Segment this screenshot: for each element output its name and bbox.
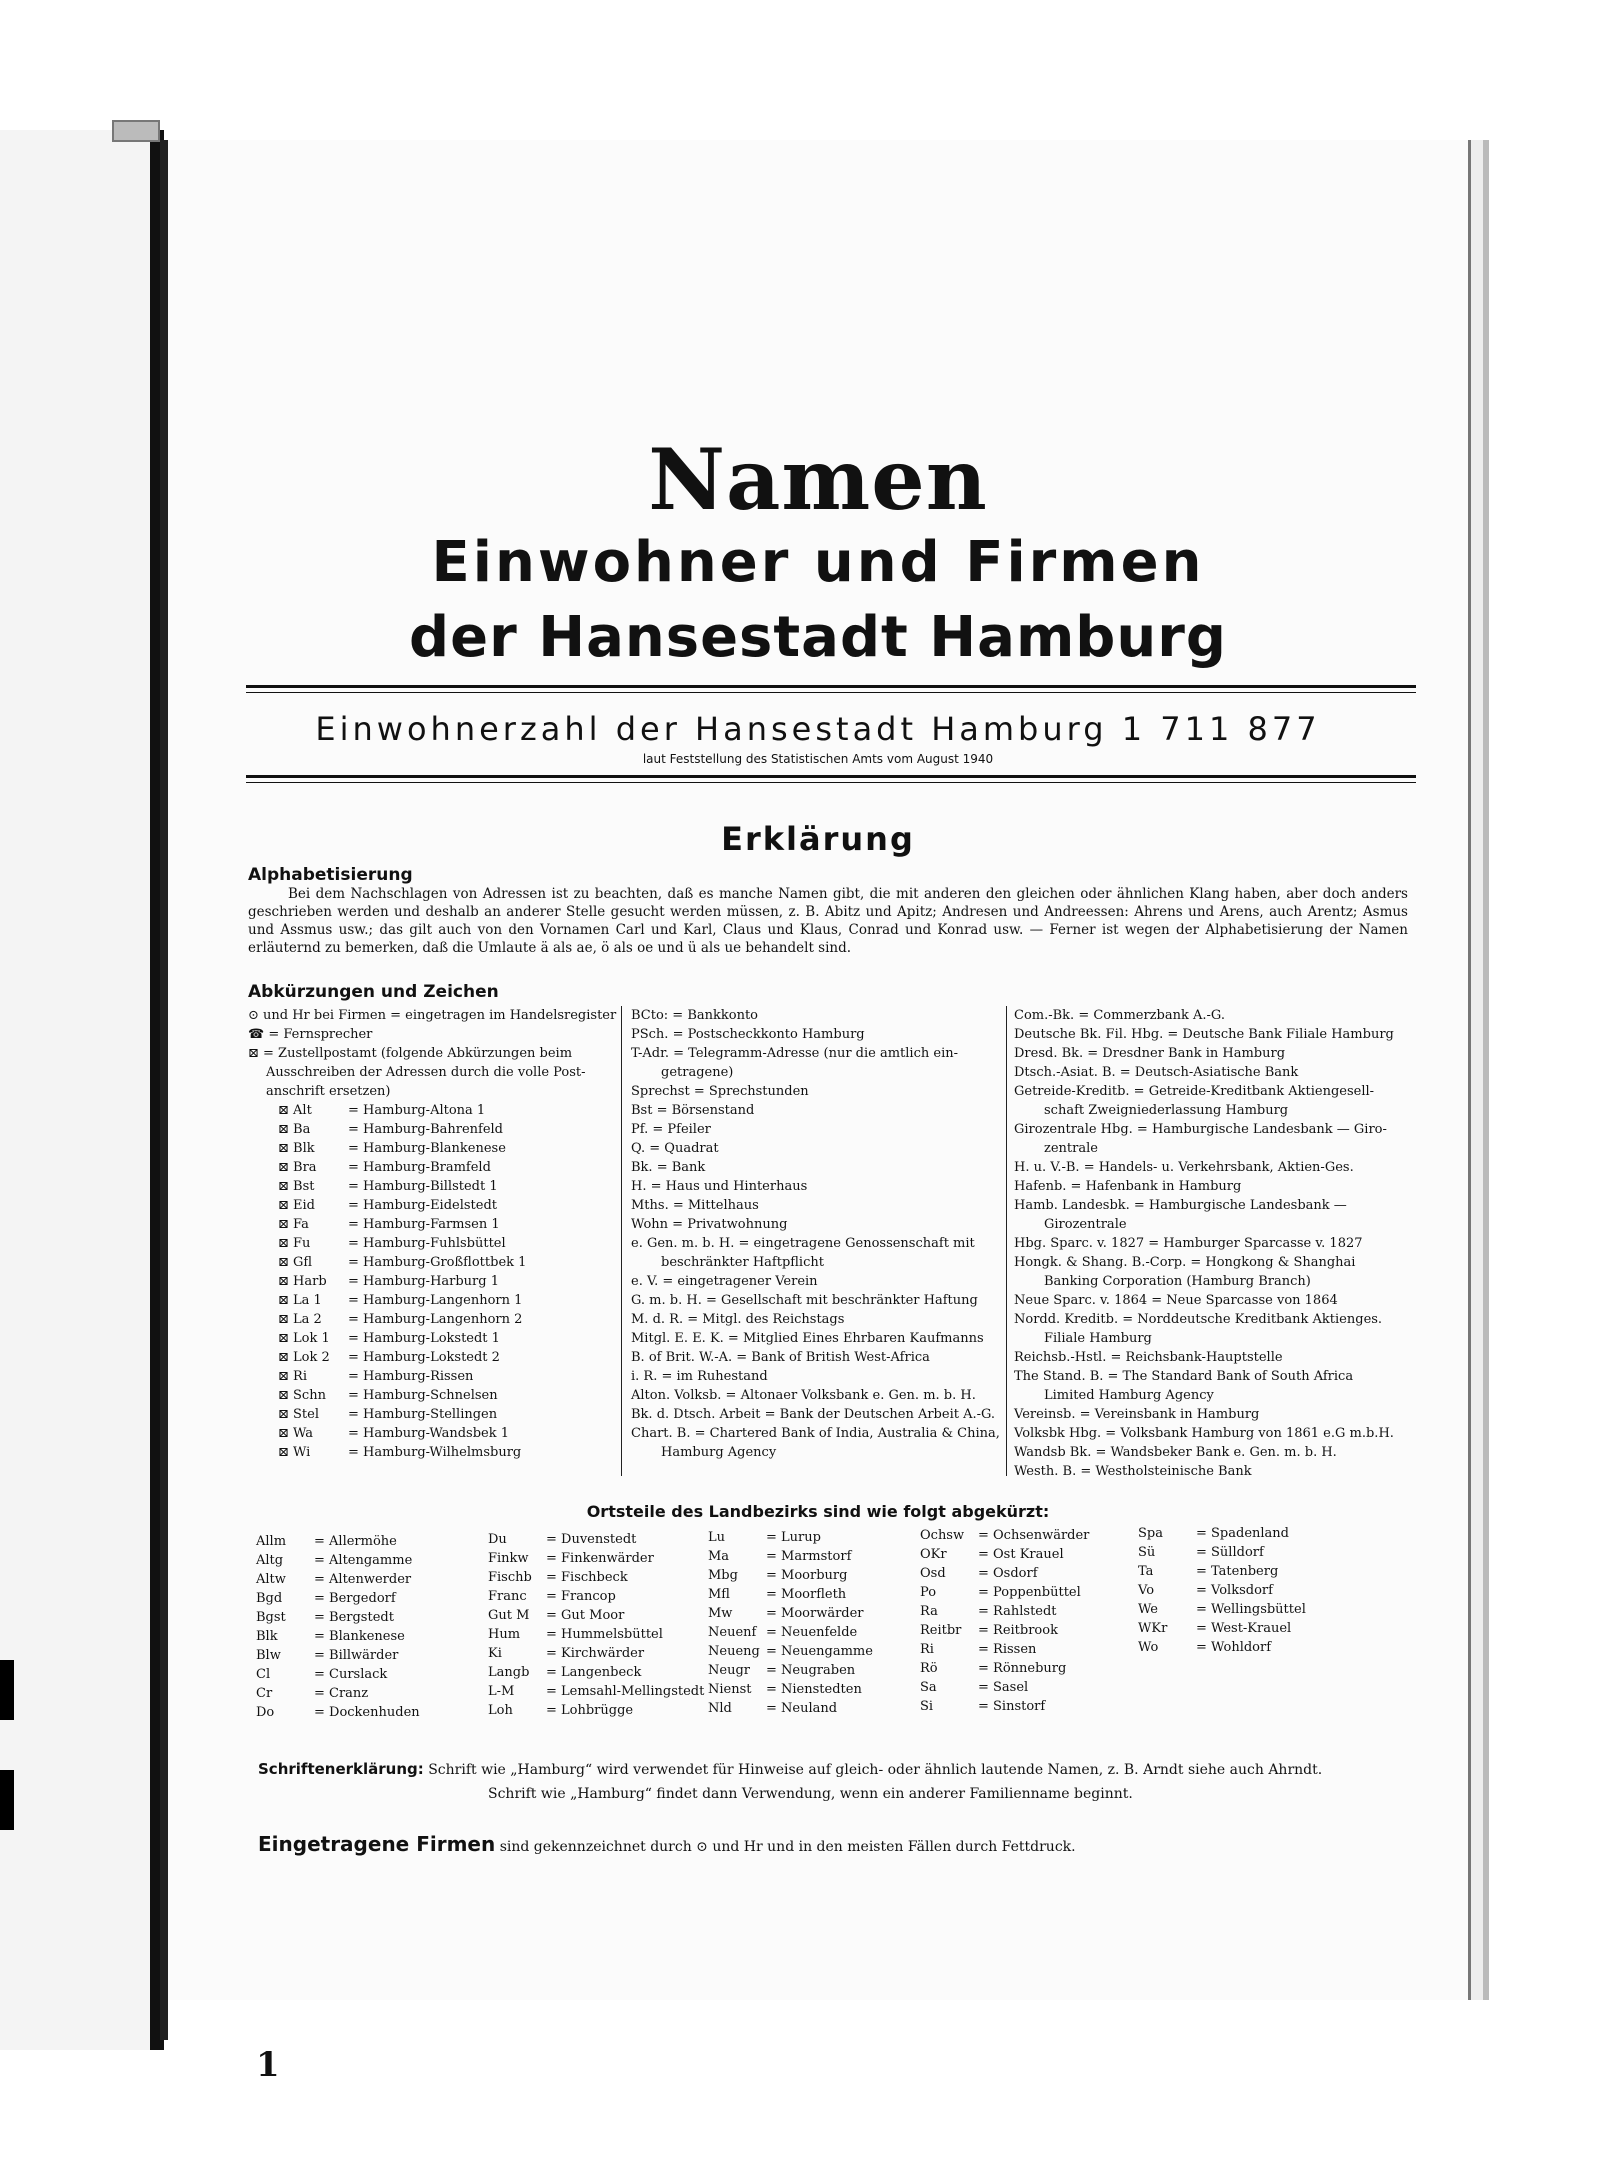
book-spine (160, 140, 168, 2040)
ortsteil-name: = Tatenberg (1196, 1564, 1279, 1579)
ortsteil-abbr: Bgst (256, 1610, 286, 1625)
postal-row (248, 1196, 613, 1215)
ortsteil-name: = Francop (546, 1589, 616, 1604)
abbr-line: Bk. d. Dtsch. Arbeit = Bank der Deutschen Arbeit A.-G. (631, 1407, 996, 1422)
abbr-line: i. R. = im Ruhestand (631, 1369, 768, 1384)
ortsteil-row (920, 1583, 1089, 1602)
ortsteil-abbr: L-M (488, 1684, 515, 1699)
ortsteil-row (920, 1678, 1089, 1697)
postal-name: = Hamburg-Lokstedt 2 (348, 1350, 500, 1365)
schrift-row-1 (258, 1760, 1322, 1778)
binding-clip (112, 120, 160, 142)
postal-row (248, 1329, 613, 1348)
abbr-line: Com.-Bk. = Commerzbank A.-G. (1014, 1008, 1225, 1023)
column-divider (1006, 1006, 1007, 1476)
abbr-line: B. of Brit. W.-A. = Bank of British West-Africa (631, 1350, 930, 1365)
index-tab (0, 1770, 14, 1830)
ortsteil-name: = Altengamme (314, 1553, 413, 1568)
postal-name: = Hamburg-Harburg 1 (348, 1274, 499, 1289)
ortsteil-name: = Gut Moor (546, 1608, 625, 1623)
ortsteil-abbr: Mbg (708, 1568, 738, 1583)
ortsteil-name: = Reitbrook (978, 1623, 1058, 1638)
ortsteil-row (708, 1642, 873, 1661)
ortsteil-abbr: Bgd (256, 1591, 283, 1606)
abbr-line: Neue Sparc. v. 1864 = Neue Sparcasse von 1864 (1014, 1293, 1338, 1308)
postal-abbr: ⊠ Wi (278, 1445, 311, 1460)
postal-row (248, 1158, 613, 1177)
ortsteil-abbr: Ta (1138, 1564, 1154, 1579)
ortsteil-row (1138, 1638, 1306, 1657)
schrift-line-1: Schrift wie „Hamburg“ wird verwendet für Hinweise auf gleich- oder ähnlich lautende Namen, z. B. Arndt siehe auch Ahrndt. (428, 1762, 1323, 1778)
abbr-line: Sprechst = Sprechstunden (631, 1084, 809, 1099)
ortsteil-name: = Neuenfelde (766, 1625, 858, 1640)
ortsteil-row (488, 1530, 704, 1549)
abbr-line: ☎ = Fernsprecher (248, 1027, 373, 1042)
ortsteil-abbr: Vo (1138, 1583, 1155, 1598)
ortsteil-abbr: Sü (1138, 1545, 1156, 1560)
postal-name: = Hamburg-Blankenese (348, 1141, 506, 1156)
abbr-line: Hbg. Sparc. v. 1827 = Hamburger Sparcasse v. 1827 (1014, 1236, 1363, 1251)
abbr-line: e. Gen. m. b. H. = eingetragene Genossenschaft mit (631, 1236, 975, 1251)
ortsteil-row (920, 1545, 1089, 1564)
postal-row (248, 1405, 613, 1424)
facing-page (0, 130, 164, 2050)
ortsteil-row (256, 1703, 420, 1722)
ortsteil-abbr: Nld (708, 1701, 732, 1716)
ortsteil-row (920, 1659, 1089, 1678)
ortsteil-name: = Blankenese (314, 1629, 405, 1644)
index-tab (0, 1660, 14, 1720)
ortsteil-row (920, 1640, 1089, 1659)
ortsteil-row (708, 1661, 873, 1680)
abbr-line: Q. = Quadrat (631, 1141, 719, 1156)
ortsteil-abbr: Hum (488, 1627, 521, 1642)
abbr-line: Alton. Volksb. = Altonaer Volksbank e. Gen. m. b. H. (631, 1388, 976, 1403)
ortsteil-abbr: Langb (488, 1665, 530, 1680)
ortsteil-abbr: Neueng (708, 1644, 760, 1659)
ortsteil-name: = Duvenstedt (546, 1532, 637, 1547)
postal-abbr: ⊠ Stel (278, 1407, 320, 1422)
ortsteil-name: = Sülldorf (1196, 1545, 1264, 1560)
ortsteil-name: = Marmstorf (766, 1549, 852, 1564)
abbr-line: zentrale (1044, 1141, 1098, 1156)
postal-abbr: ⊠ Lok 2 (278, 1350, 330, 1365)
ortsteil-name: = Curslack (314, 1667, 388, 1682)
abbr-line: beschränkter Haftpflicht (661, 1255, 824, 1270)
column-divider (621, 1006, 622, 1476)
postal-name: = Hamburg-Langenhorn 2 (348, 1312, 523, 1327)
abbr-heading: Abkürzungen und Zeichen (248, 982, 499, 1002)
ortsteil-row (1138, 1600, 1306, 1619)
abbr-column-3 (1014, 1006, 1414, 1481)
bottom-rule (246, 775, 1416, 783)
abbr-line: Dresd. Bk. = Dresdner Bank in Hamburg (1014, 1046, 1286, 1061)
abbr-line: Westh. B. = Westholsteinische Bank (1014, 1464, 1252, 1479)
page-subtitle-1: Einwohner und Firmen (431, 530, 1205, 595)
ortsteil-abbr: Du (488, 1532, 507, 1547)
ortsteil-name: = Finkenwärder (546, 1551, 654, 1566)
ortsteil-abbr: Neugr (708, 1663, 750, 1678)
ortsteil-abbr: Ki (488, 1646, 502, 1661)
postal-name: = Hamburg-Farmsen 1 (348, 1217, 500, 1232)
ortsteil-name: = Bergedorf (314, 1591, 396, 1606)
ortsteil-name: = Dockenhuden (314, 1705, 420, 1720)
abbr-line: schaft Zweigniederlassung Hamburg (1044, 1103, 1289, 1118)
postal-abbr: ⊠ Schn (278, 1388, 326, 1403)
postal-row (248, 1272, 613, 1291)
ortsteil-name: = Wellingsbüttel (1196, 1602, 1306, 1617)
postal-row (248, 1234, 613, 1253)
ortsteil-abbr: Ra (920, 1604, 938, 1619)
abbr-line: BCto: = Bankkonto (631, 1008, 759, 1023)
ortsteil-abbr: Ma (708, 1549, 730, 1564)
ortsteil-name: = Moorwärder (766, 1606, 864, 1621)
postal-abbr: ⊠ La 1 (278, 1293, 322, 1308)
ortsteile-column (920, 1526, 1089, 1716)
ortsteil-name: = Moorburg (766, 1568, 848, 1583)
abbr-column-2 (631, 1006, 1001, 1462)
ortsteil-row (708, 1528, 873, 1547)
ortsteil-abbr: Cl (256, 1667, 271, 1682)
postal-abbr: ⊠ Harb (278, 1274, 327, 1289)
ortsteil-row (488, 1663, 704, 1682)
ortsteil-row (488, 1701, 704, 1720)
postal-name: = Hamburg-Altona 1 (348, 1103, 486, 1118)
ortsteil-abbr: Franc (488, 1589, 527, 1604)
ortsteil-row (1138, 1581, 1306, 1600)
abbr-line: PSch. = Postscheckkonto Hamburg (631, 1027, 865, 1042)
ortsteil-row (256, 1627, 420, 1646)
ortsteil-row (920, 1621, 1089, 1640)
postal-abbr: ⊠ Alt (278, 1103, 312, 1118)
ortsteile-column (488, 1530, 704, 1720)
ortsteile-column (256, 1532, 420, 1722)
postal-name: = Hamburg-Langenhorn 1 (348, 1293, 523, 1308)
postal-row (248, 1348, 613, 1367)
ortsteil-abbr: Cr (256, 1686, 273, 1701)
ortsteil-abbr: Rö (920, 1661, 938, 1676)
ortsteil-abbr: Reitbr (920, 1623, 962, 1638)
abbr-line: Ausschreiben der Adressen durch die volle Post- (266, 1065, 586, 1080)
ortsteil-abbr: Gut M (488, 1608, 530, 1623)
ortsteil-name: = Lohbrügge (546, 1703, 634, 1718)
postal-abbr: ⊠ Lok 1 (278, 1331, 330, 1346)
ortsteil-row (708, 1566, 873, 1585)
ortsteil-abbr: Altw (256, 1572, 286, 1587)
ortsteil-row (920, 1697, 1089, 1716)
postal-name: = Hamburg-Eidelstedt (348, 1198, 498, 1213)
abbr-line: Getreide-Kreditb. = Getreide-Kreditbank Aktiengesell- (1014, 1084, 1375, 1099)
postal-abbr: ⊠ Blk (278, 1141, 315, 1156)
abbr-line: Nordd. Kreditb. = Norddeutsche Kreditbank Aktienges. (1014, 1312, 1383, 1327)
population-note: laut Feststellung des Statistischen Amts vom August 1940 (642, 752, 994, 766)
ortsteil-row (488, 1644, 704, 1663)
ortsteil-row (920, 1602, 1089, 1621)
abbr-line: Hongk. & Shang. B.-Corp. = Hongkong & Shanghai (1014, 1255, 1356, 1270)
ortsteil-name: = Ochsenwärder (978, 1528, 1090, 1543)
postal-row (248, 1386, 613, 1405)
postal-name: = Hamburg-Großflottbek 1 (348, 1255, 527, 1270)
abbr-line: Reichsb.-Hstl. = Reichsbank-Hauptstelle (1014, 1350, 1283, 1365)
abbr-line: e. V. = eingetragener Verein (631, 1274, 818, 1289)
ortsteil-abbr: Neuenf (708, 1625, 757, 1640)
ortsteil-name: = Kirchwärder (546, 1646, 645, 1661)
ortsteil-name: = Neuengamme (766, 1644, 873, 1659)
postal-row (248, 1177, 613, 1196)
ortsteil-abbr: Blk (256, 1629, 278, 1644)
ortsteil-name: = Fischbeck (546, 1570, 628, 1585)
abbr-line: The Stand. B. = The Standard Bank of South Africa (1014, 1369, 1354, 1384)
abbr-line: Vereinsb. = Vereinsbank in Hamburg (1014, 1407, 1260, 1422)
abbr-line: Girozentrale Hbg. = Hamburgische Landesbank — Giro- (1014, 1122, 1387, 1137)
ortsteil-abbr: OKr (920, 1547, 947, 1562)
postal-name: = Hamburg-Billstedt 1 (348, 1179, 498, 1194)
ortsteil-row (920, 1564, 1089, 1583)
postal-row (248, 1101, 613, 1120)
postal-abbr: ⊠ Eid (278, 1198, 315, 1213)
ortsteil-row (488, 1568, 704, 1587)
abbr-line: M. d. R. = Mitgl. des Reichstags (631, 1312, 845, 1327)
ortsteil-row (488, 1606, 704, 1625)
ortsteil-abbr: Nienst (708, 1682, 752, 1697)
ortsteile-column (1138, 1524, 1306, 1657)
document-page (168, 140, 1471, 2085)
ortsteil-name: = Sinstorf (978, 1699, 1046, 1714)
ortsteil-row (256, 1665, 420, 1684)
ortsteil-abbr: Blw (256, 1648, 281, 1663)
ortsteil-row (708, 1699, 873, 1718)
ortsteil-name: = Ost Krauel (978, 1547, 1064, 1562)
ortsteil-name: = Hummelsbüttel (546, 1627, 663, 1642)
schrift-line-2: Schrift wie „Hamburg“ findet dann Verwendung, wenn ein anderer Familienname beginnt. (488, 1786, 1133, 1802)
ortsteile-heading: Ortsteile des Landbezirks sind wie folgt abgekürzt: (586, 1502, 1050, 1521)
postal-row (248, 1253, 613, 1272)
ortsteil-abbr: Do (256, 1705, 275, 1720)
postal-abbr: ⊠ Bra (278, 1160, 317, 1175)
ortsteil-abbr: Loh (488, 1703, 513, 1718)
ortsteil-abbr: Mfl (708, 1587, 730, 1602)
postal-name: = Hamburg-Stellingen (348, 1407, 498, 1422)
postal-abbr: ⊠ Wa (278, 1426, 314, 1441)
ortsteil-row (708, 1680, 873, 1699)
abbr-line: getragene) (661, 1065, 734, 1080)
postal-name: = Hamburg-Schnelsen (348, 1388, 498, 1403)
postal-abbr: ⊠ Gfl (278, 1255, 313, 1270)
postal-abbr: ⊠ Fa (278, 1217, 309, 1232)
abbr-line: ⊙ und Hr bei Firmen = eingetragen im Handelsregister (248, 1008, 617, 1023)
abbr-line: Pf. = Pfeiler (631, 1122, 711, 1137)
abbr-line: Dtsch.-Asiat. B. = Deutsch-Asiatische Bank (1014, 1065, 1299, 1080)
postal-abbr: ⊠ Fu (278, 1236, 311, 1251)
postal-row (248, 1367, 613, 1386)
abbr-line: Bst = Börsenstand (631, 1103, 755, 1118)
top-rule (246, 685, 1416, 693)
ortsteil-abbr: Wo (1138, 1640, 1159, 1655)
postal-row (248, 1310, 613, 1329)
population-line: Einwohnerzahl der Hansestadt Hamburg 1 711 877 (315, 710, 1321, 748)
ortsteil-abbr: WKr (1138, 1621, 1168, 1636)
postal-abbr: ⊠ La 2 (278, 1312, 322, 1327)
abbr-line: Wandsb Bk. = Wandsbeker Bank e. Gen. m. b. H. (1014, 1445, 1337, 1460)
ortsteil-name: = Neuland (766, 1701, 838, 1716)
abbr-line: Chart. B. = Chartered Bank of India, Australia & China, (631, 1426, 1000, 1441)
firmen-row (258, 1832, 1076, 1856)
ortsteil-name: = Moorfleth (766, 1587, 847, 1602)
ortsteil-abbr: Osd (920, 1566, 946, 1581)
ortsteil-row (256, 1551, 420, 1570)
postal-name: = Hamburg-Wilhelmsburg (348, 1445, 522, 1460)
ortsteil-name: = West-Krauel (1196, 1621, 1292, 1636)
abbr-line: Deutsche Bk. Fil. Hbg. = Deutsche Bank Filiale Hamburg (1014, 1027, 1394, 1042)
ortsteil-name: = Sasel (978, 1680, 1029, 1695)
ortsteil-name: = Rissen (978, 1642, 1037, 1657)
ortsteil-row (1138, 1543, 1306, 1562)
alpha-heading: Alphabetisierung (248, 865, 413, 885)
ortsteil-row (708, 1623, 873, 1642)
postal-abbr: ⊠ Bst (278, 1179, 315, 1194)
ortsteil-abbr: Mw (708, 1606, 733, 1621)
ortsteil-row (256, 1646, 420, 1665)
page-subtitle-2: der Hansestadt Hamburg (409, 605, 1227, 670)
ortsteil-name: = Wohldorf (1196, 1640, 1272, 1655)
postal-abbr: ⊠ Ba (278, 1122, 311, 1137)
ortsteil-row (256, 1608, 420, 1627)
abbr-line: H. = Haus und Hinterhaus (631, 1179, 808, 1194)
ortsteil-abbr: Fischb (488, 1570, 532, 1585)
abbr-line: Mths. = Mittelhaus (631, 1198, 759, 1213)
ortsteil-row (256, 1684, 420, 1703)
page-title: Namen (648, 430, 988, 529)
ortsteil-row (488, 1587, 704, 1606)
schrift-label: Schriftenerklärung: (258, 1760, 424, 1778)
ortsteil-row (920, 1526, 1089, 1545)
ortsteil-name: = Altenwerder (314, 1572, 412, 1587)
ortsteil-abbr: Allm (256, 1534, 287, 1549)
postal-row (248, 1215, 613, 1234)
ortsteil-name: = Langenbeck (546, 1665, 642, 1680)
ortsteil-name: = Lurup (766, 1530, 821, 1545)
ortsteil-abbr: Ri (920, 1642, 934, 1657)
ortsteil-abbr: Sa (920, 1680, 937, 1695)
abbr-line: Girozentrale (1044, 1217, 1127, 1232)
postal-row (248, 1291, 613, 1310)
ortsteil-abbr: Si (920, 1699, 934, 1714)
abbr-line: Volksbk Hbg. = Volksbank Hamburg von 1861 e.G m.b.H. (1014, 1426, 1394, 1441)
explanation-title: Erklärung (721, 820, 915, 858)
ortsteil-row (256, 1570, 420, 1589)
abbr-line: G. m. b. H. = Gesellschaft mit beschränkter Haftung (631, 1293, 978, 1308)
firmen-text: sind gekennzeichnet durch ⊙ und Hr und in den meisten Fällen durch Fettdruck. (499, 1839, 1076, 1855)
ortsteil-row (488, 1549, 704, 1568)
postal-name: = Hamburg-Lokstedt 1 (348, 1331, 500, 1346)
ortsteil-name: = Cranz (314, 1686, 369, 1701)
ortsteil-row (256, 1532, 420, 1551)
postal-row (248, 1139, 613, 1158)
ortsteil-name: = Spadenland (1196, 1526, 1289, 1541)
postal-name: = Hamburg-Bahrenfeld (348, 1122, 504, 1137)
abbr-line: ⊠ = Zustellpostamt (folgende Abkürzungen beim (248, 1046, 573, 1061)
ortsteil-abbr: Ochsw (920, 1528, 965, 1543)
abbr-line: Bk. = Bank (631, 1160, 706, 1175)
abbr-line: anschrift ersetzen) (266, 1084, 391, 1099)
ortsteil-name: = Allermöhe (314, 1534, 397, 1549)
ortsteil-name: = Billwärder (314, 1648, 399, 1663)
abbr-line: Filiale Hamburg (1044, 1331, 1152, 1346)
ortsteil-row (708, 1547, 873, 1566)
postal-row (248, 1424, 613, 1443)
abbr-line: T-Adr. = Telegramm-Adresse (nur die amtlich ein- (631, 1046, 958, 1061)
abbr-column-1 (248, 1006, 617, 1462)
postal-name: = Hamburg-Bramfeld (348, 1160, 491, 1175)
postal-row (248, 1120, 613, 1139)
abbr-line: Wohn = Privatwohnung (631, 1217, 788, 1232)
ortsteil-abbr: Lu (708, 1530, 726, 1545)
ortsteil-name: = Poppenbüttel (978, 1585, 1081, 1600)
ortsteil-abbr: Po (920, 1585, 937, 1600)
ortsteil-name: = Bergstedt (314, 1610, 394, 1625)
abbr-line: H. u. V.-B. = Handels- u. Verkehrsbank, Aktien-Ges. (1014, 1160, 1354, 1175)
ortsteil-name: = Neugraben (766, 1663, 856, 1678)
postal-name: = Hamburg-Rissen (348, 1369, 474, 1384)
ortsteil-name: = Volksdorf (1196, 1583, 1273, 1598)
ortsteil-name: = Lemsahl-Mellingstedt (546, 1684, 705, 1699)
ortsteil-row (1138, 1619, 1306, 1638)
postal-name: = Hamburg-Fuhlsbüttel (348, 1236, 506, 1251)
abbr-line: Mitgl. E. E. K. = Mitglied Eines Ehrbaren Kaufmanns (631, 1331, 984, 1346)
ortsteil-row (708, 1585, 873, 1604)
abbr-line: Hafenb. = Hafenbank in Hamburg (1014, 1179, 1242, 1194)
ortsteil-abbr: We (1138, 1602, 1158, 1617)
ortsteil-row (1138, 1524, 1306, 1543)
ortsteil-name: = Rahlstedt (978, 1604, 1057, 1619)
ortsteil-row (708, 1604, 873, 1623)
ortsteil-abbr: Altg (256, 1553, 284, 1568)
abbr-line: Hamb. Landesbk. = Hamburgische Landesbank — (1014, 1198, 1347, 1213)
postal-abbr: ⊠ Ri (278, 1369, 307, 1384)
ortsteil-row (256, 1589, 420, 1608)
firmen-label: Eingetragene Firmen (258, 1832, 496, 1856)
ortsteil-name: = Osdorf (978, 1566, 1038, 1581)
ortsteil-name: = Rönneburg (978, 1661, 1067, 1676)
alpha-text: Bei dem Nachschlagen von Adressen ist zu beachten, daß es manche Namen gibt, die mit anderen den gleichen oder ähnlichen Klang haben, aber doch anders geschrieben werden und deshalb an anderer Stelle gesucht werden müssen, z. B. Abitz und Apitz; Andresen und Andreessen: Ahrens und Arens, auch Arentz; Asmus und Assmus usw.; das gilt auch von den Vornamen Carl und Karl, Claus und Klaus, Conrad und Konrad usw. — Ferner ist wegen der Alphabetisierung der Namen erläuternd zu bemerken, daß die Umlaute ä als ae, ö als oe und ü als ue behandelt sind. (248, 886, 1408, 956)
ortsteile-column (708, 1528, 873, 1718)
abbr-line: Limited Hamburg Agency (1044, 1388, 1214, 1403)
ortsteil-abbr: Spa (1138, 1526, 1163, 1541)
ortsteil-abbr: Finkw (488, 1551, 529, 1566)
page-number: 1 (256, 2045, 280, 2085)
abbr-line: Hamburg Agency (661, 1445, 777, 1460)
abbr-line: Banking Corporation (Hamburg Branch) (1044, 1274, 1311, 1289)
ortsteil-name: = Nienstedten (766, 1682, 862, 1697)
postal-name: = Hamburg-Wandsbek 1 (348, 1426, 509, 1441)
ortsteil-row (488, 1682, 704, 1701)
postal-row (248, 1443, 613, 1462)
ortsteil-row (1138, 1562, 1306, 1581)
ortsteil-row (488, 1625, 704, 1644)
